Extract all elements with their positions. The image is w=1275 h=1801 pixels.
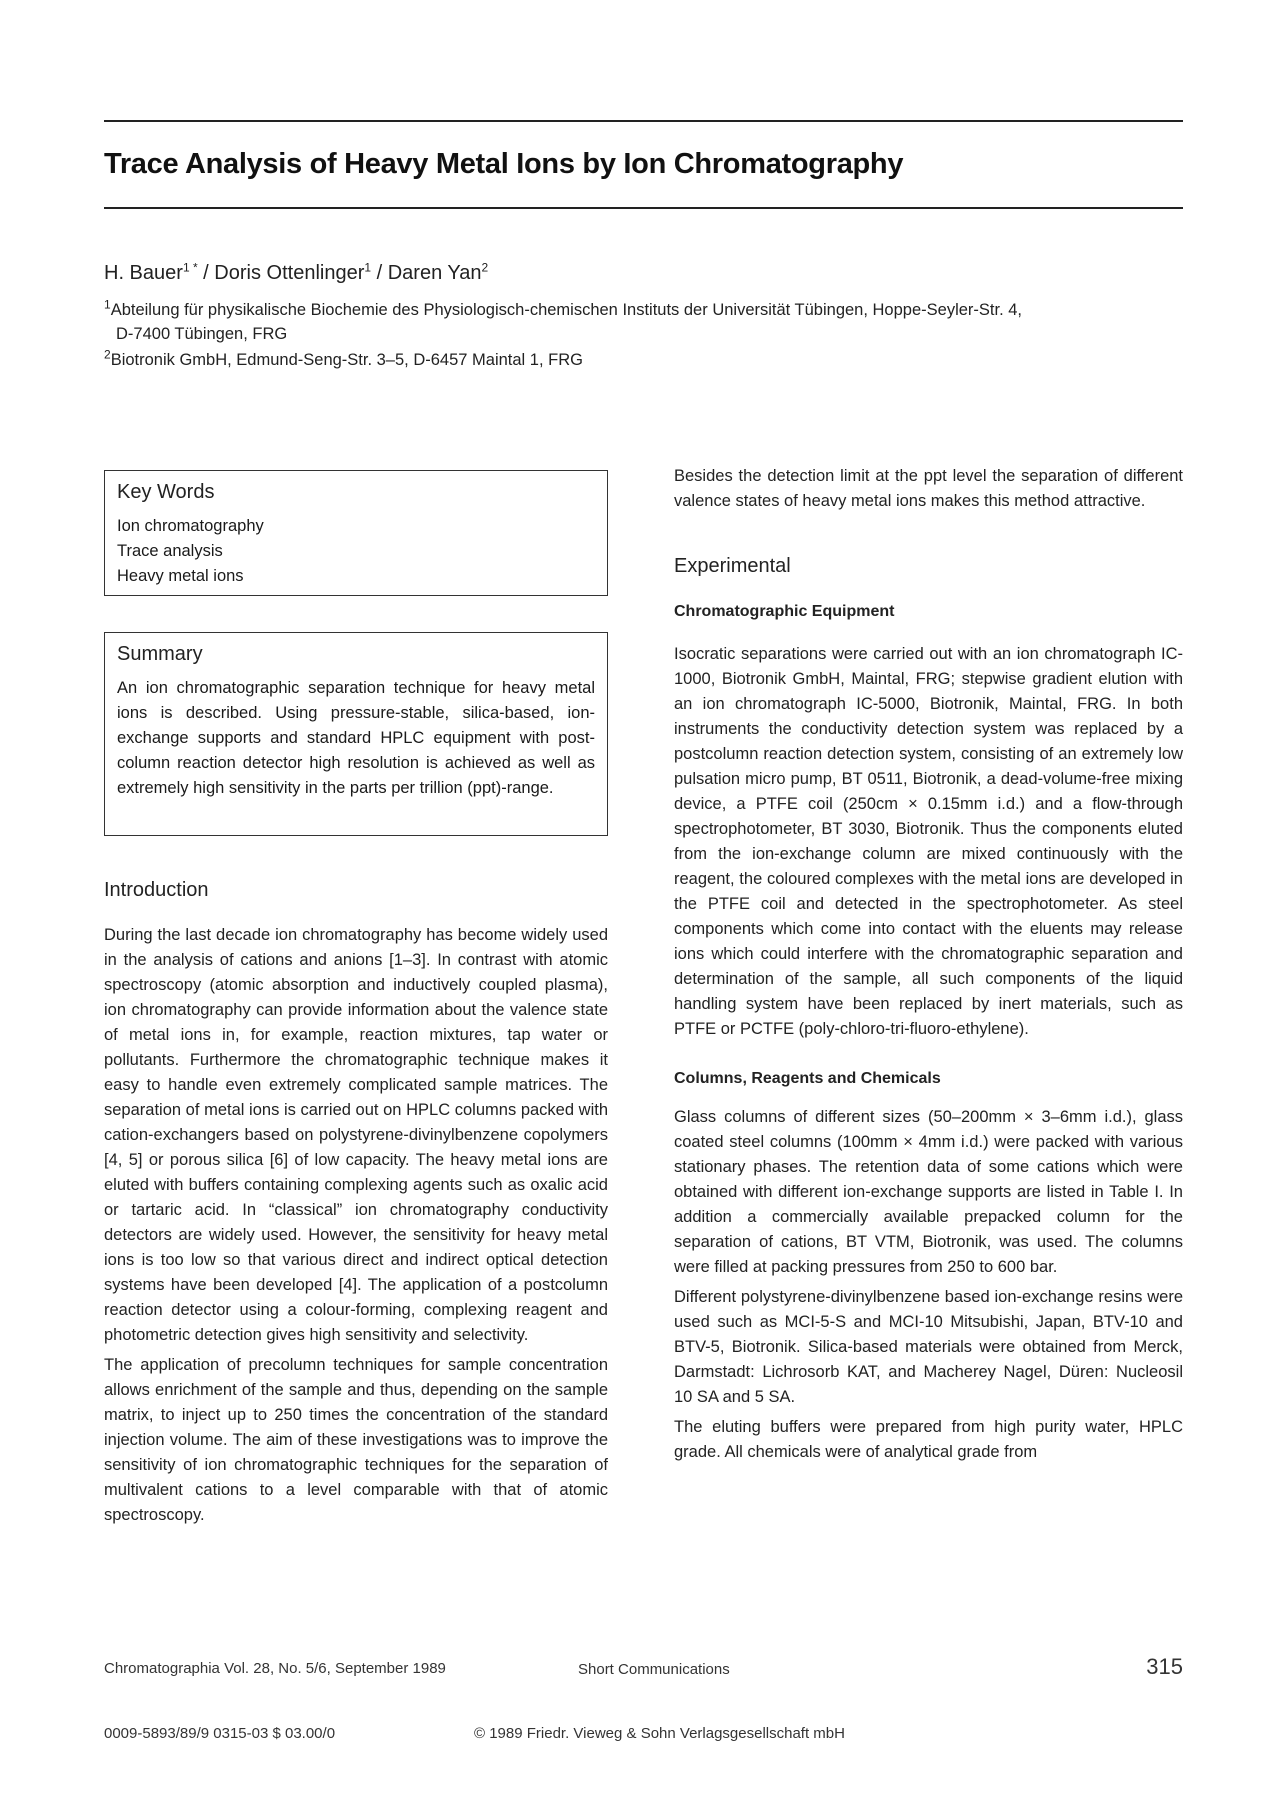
author-separator: / xyxy=(371,262,388,284)
affiliation-text: D-7400 Tübingen, FRG xyxy=(116,325,288,343)
affiliation-2 xyxy=(104,348,1184,372)
affiliation-1 xyxy=(104,298,1184,346)
body-paragraph: Besides the detection limit at the ppt level the separation of different valence states of heavy metal ions makes this method attractive. xyxy=(674,467,1183,510)
author-name: H. Bauer xyxy=(104,262,183,284)
top-rule xyxy=(104,120,1183,122)
keyword-item: Heavy metal ions xyxy=(117,567,244,585)
body-paragraph: Isocratic separations were carried out with an ion chromatograph IC-1000, Biotronik GmbH, Maintal, FRG; stepwise gradient elution with an ion chromatograph IC-5000, Biotronik, Maintal, FRG. In both instruments the conductivity detection system was replaced by a postcolumn reaction detection system, consisting of an extremely low pulsation micro pump, BT 0511, Biotronik, a dead-volume-free mixing device, a PTFE coil (250cm × 0.15mm i.d.) and a flow-through spectrophotometer, BT 3030, Biotronik. Thus the components eluted from the ion-exchange column are mixed continuously with the reagent, the coloured complexes with the metal ions are developed in the PTFE coil and detected in the spectrophotometer. As steel components which come into contact with the eluents may release ions which could interfere with the chromatographic separation and determination of the sample, all such components of the liquid handling system have been replaced by inert materials, such as PTFE or PCTFE (poly-chloro-tri-fluoro-ethylene). xyxy=(674,645,1183,1038)
author-name: Doris Ottenlinger xyxy=(214,262,365,284)
experimental-heading: Experimental xyxy=(674,555,791,577)
journal-citation: Chromatographia Vol. 28, No. 5/6, September 1989 xyxy=(104,1660,446,1677)
copyright-notice: © 1989 Friedr. Vieweg & Sohn Verlagsgesellschaft mbH xyxy=(474,1725,845,1742)
columns-subheading: Columns, Reagents and Chemicals xyxy=(674,1070,941,1087)
introduction-heading: Introduction xyxy=(104,879,209,901)
author-affiliation-mark: 2 xyxy=(481,260,489,275)
introduction-paragraph: During the last decade ion chromatography has become widely used in the analysis of cations and anions [1–3]. In contrast with atomic spectroscopy (atomic absorption and inductively coupled plasma), ion chromatography can provide information about the valence state of metal ions in, for example, reaction mixtures, tap water or pollutants. Furthermore the chromatographic technique makes it easy to handle even extremely complicated sample matrices. The separation of metal ions is carried out on HPLC columns packed with cation-exchangers based on polystyrene-divinylbenzene copolymers [4, 5] or porous silica [6] of low capacity. The heavy metal ions are eluted with buffers containing complexing agents such as oxalic acid or tartaric acid. In “classical” ion chromatography conductivity detectors are widely used. However, the sensitivity for heavy metal ions is too low so that various direct and indirect optical detection systems have been developed [4]. The application of a postcolumn reaction detector using a colour-forming, complexing reagent and photometric detection gives high sensitivity and selectivity. xyxy=(104,926,608,1344)
paper-title: Trace Analysis of Heavy Metal Ions by Ion Chromatography xyxy=(104,148,904,180)
keyword-item: Trace analysis xyxy=(117,542,223,560)
summary-box xyxy=(104,632,608,836)
affiliation-number: 1 xyxy=(104,297,111,312)
author-affiliation-mark: 1 xyxy=(364,260,372,275)
keywords-box xyxy=(104,470,608,596)
title-rule xyxy=(104,207,1183,209)
keywords-heading: Key Words xyxy=(117,481,215,503)
publication-code: 0009-5893/89/9 0315-03 $ 03.00/0 xyxy=(104,1725,336,1742)
section-label: Short Communications xyxy=(578,1661,730,1678)
body-paragraph: Glass columns of different sizes (50–200mm × 3–6mm i.d.), glass coated steel columns (100mm × 4mm i.d.) were packed with various stationary phases. The retention data of some cations which were obtained with different ion-exchange supports are listed in Table I. In addition a commercially available prepacked column for the separation of cations, BT VTM, Biotronik, was used. The columns were filled at packing pressures from 250 to 600 bar. xyxy=(674,1108,1183,1276)
affiliation-number: 2 xyxy=(104,347,111,362)
summary-text: An ion chromatographic separation technique for heavy metal ions is described. Using pressure-stable, silica-based, ion-exchange supports and standard HPLC equipment with post-column reaction detector high resolution is achieved as well as extremely high sensitivity in the parts per trillion (ppt)-range. xyxy=(117,679,595,797)
author-separator: / xyxy=(197,262,215,284)
introduction-paragraph: The application of precolumn techniques for sample concentration allows enrichment of the sample and thus, depending on the sample matrix, to inject up to 250 times the concentration of the standard injection volume. The aim of these investigations was to improve the sensitivity of ion chromatographic techniques for the separation of multivalent cations to a level comparable with that of atomic spectroscopy. xyxy=(104,1356,608,1524)
author-list xyxy=(104,262,488,285)
equipment-subheading: Chromatographic Equipment xyxy=(674,603,895,620)
introduction-section xyxy=(104,878,608,1533)
body-paragraph: Different polystyrene-divinylbenzene based ion-exchange resins were used such as MCI-5-S and MCI-10 Mitsubishi, Japan, BTV-10 and BTV-5, Biotronik. Silica-based materials were obtained from Merck, Darmstadt: Lichrosorb KAT, and Macherey Nagel, Düren: Nucleosil 10 SA and 5 SA. xyxy=(674,1288,1183,1406)
right-column xyxy=(674,464,1183,1470)
keyword-item: Ion chromatography xyxy=(117,517,264,535)
affiliation-text: Biotronik GmbH, Edmund-Seng-Str. 3–5, D-6457 Maintal 1, FRG xyxy=(110,351,583,369)
affiliation-text: Abteilung für physikalische Biochemie des Physiologisch-chemischen Instituts der Universität Tübingen, Hoppe-Seyler-Str. 4, xyxy=(110,301,1022,319)
page-number: 315 xyxy=(1146,1654,1183,1679)
body-paragraph: The eluting buffers were prepared from high purity water, HPLC grade. All chemicals were of analytical grade from xyxy=(674,1418,1183,1461)
author-name: Daren Yan xyxy=(387,262,482,284)
author-affiliation-mark: 1 * xyxy=(182,260,198,275)
summary-heading: Summary xyxy=(117,643,203,665)
